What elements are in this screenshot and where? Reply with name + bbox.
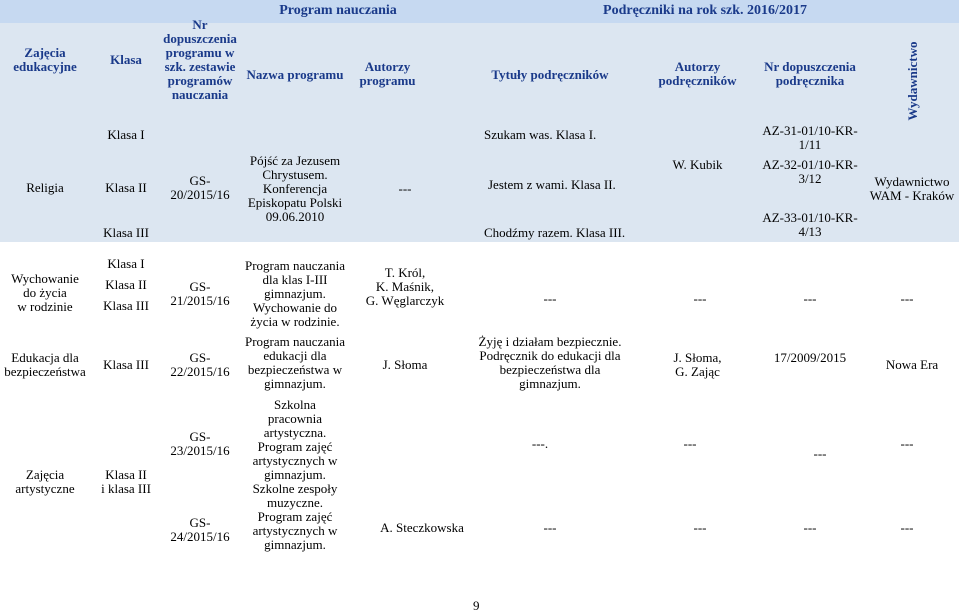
art-program-name: Szkolna pracownia artystyczna. Program zajęć artystycznych w gimnazjum. Szkolne zespoły muzyczne. Program zajęć artystycznych w gimnazjum. — [252, 397, 338, 552]
edb-book-nr: 17/2009/2015 — [773, 350, 847, 365]
art-row1-dash-3: --- — [813, 446, 827, 461]
col-nr-dop-programu: Nr dopuszczenia programu w szk. zestawie programów nauczania — [163, 17, 237, 102]
art-program-nr-2: GS- 24/2015/16 — [170, 515, 230, 544]
col-nazwa-programu: Nazwa programu — [246, 67, 344, 82]
wdz-dash-1: --- — [543, 291, 557, 306]
art-row2-dash-4: --- — [900, 520, 914, 535]
wdz-dash-2: --- — [693, 291, 707, 306]
religia-title-2: Jestem z wami. Klasa II. — [488, 177, 616, 192]
wdz-program-authors: T. Król, K. Maśnik, G. Węglarczyk — [365, 265, 445, 308]
col-klasa: Klasa — [110, 52, 142, 67]
religia-class-2: Klasa II — [105, 180, 147, 195]
art-row1-dash-2: --- — [683, 436, 697, 451]
art-subject: Zajęcia artystyczne — [15, 467, 75, 496]
edb-program-authors: J. Słoma — [382, 357, 428, 372]
art-row1-dash-1: ---. — [531, 436, 549, 451]
art-classes: Klasa II i klasa III — [101, 467, 151, 496]
religia-subject: Religia — [26, 180, 64, 195]
religia-program-name: Pójść za Jezusem Chrystusem. Konferencja Episkopatu Polski 09.06.2010 — [247, 153, 343, 224]
col-tytuly: Tytuły podręczników — [491, 67, 609, 82]
religia-class-1: Klasa I — [107, 127, 145, 142]
religia-program-nr: GS- 20/2015/16 — [170, 173, 230, 202]
col-wydawnictwo: Wydawnictwo — [905, 41, 920, 121]
col-nr-dop-podrecznika: Nr dopuszczenia podręcznika — [764, 59, 856, 88]
wdz-subject: Wychowanie do życia w rodzinie — [11, 271, 79, 314]
religia-book-authors: W. Kubik — [672, 157, 723, 172]
program-header: Program nauczania — [279, 3, 397, 18]
edb-program-name: Program nauczania edukacji dla bezpieczeństwa w gimnazjum. — [245, 334, 345, 391]
religia-book-nr-3: AZ-33-01/10-KR- 4/13 — [762, 210, 858, 239]
art-row2-dash-1: --- — [543, 520, 557, 535]
religia-class-3: Klasa III — [103, 225, 149, 240]
wdz-program-name: Program nauczania dla klas I-III gimnazjum. Wychowanie do życia w rodzinie. — [245, 258, 345, 329]
header-background — [0, 0, 959, 242]
religia-program-authors: --- — [398, 181, 412, 196]
col-zajecia: Zajęcia edukacyjne — [13, 45, 77, 74]
art-row1-dash-4: --- — [900, 436, 914, 451]
edb-subject: Edukacja dla bezpieczeństwa — [4, 350, 86, 379]
religia-title-3: Chodźmy razem. Klasa III. — [484, 225, 626, 240]
art-program-nr-1: GS- 23/2015/16 — [170, 429, 230, 458]
wdz-classes: Klasa I Klasa II Klasa III — [103, 256, 149, 313]
art-row2-dash-2: --- — [693, 520, 707, 535]
religia-publisher: Wydawnictwo WAM - Kraków — [869, 174, 955, 203]
page-number: 9 — [473, 598, 480, 613]
wdz-dash-4: --- — [900, 291, 914, 306]
edb-program-nr: GS- 22/2015/16 — [170, 350, 230, 379]
religia-book-nr-2: AZ-32-01/10-KR- 3/12 — [762, 157, 858, 186]
art-row2-dash-3: --- — [803, 520, 817, 535]
art-row2-author: A. Steczkowska — [380, 520, 464, 535]
col-autorzy-podrecznikow: Autorzy podręczników — [658, 59, 737, 88]
religia-title-1: Szukam was. Klasa I. — [484, 127, 597, 142]
edb-publisher: Nowa Era — [885, 357, 939, 372]
edb-class: Klasa III — [103, 357, 149, 372]
religia-book-nr-1: AZ-31-01/10-KR- 1/11 — [762, 123, 858, 152]
wdz-dash-3: --- — [803, 291, 817, 306]
podreczniki-header: Podręczniki na rok szk. 2016/2017 — [603, 3, 807, 18]
edb-book-authors: J. Słoma, G. Zając — [673, 350, 722, 379]
wdz-program-nr: GS- 21/2015/16 — [170, 279, 230, 308]
col-autorzy-programu: Autorzy programu — [359, 59, 416, 88]
edb-titles: Żyję i działam bezpiecznie. Podręcznik do edukacji dla bezpieczeństwa dla gimnazjum. — [478, 334, 622, 391]
